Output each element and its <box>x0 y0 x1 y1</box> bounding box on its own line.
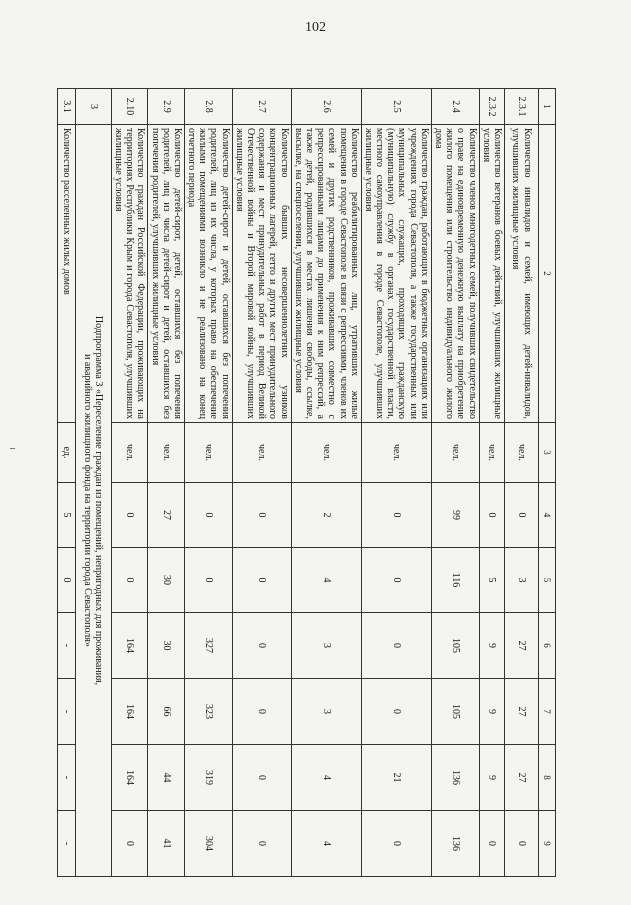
value-cell: 0 <box>111 811 148 877</box>
rotated-table-container <box>60 88 556 876</box>
unit-cell: чел. <box>479 423 504 483</box>
row-number: 2.8 <box>184 89 232 125</box>
indicator-name: Количество реабилитированных лиц, утративших жилые помещения в городе Севастополе в связи с репрессиями, членов их семей и других родственников, проживавших совместно с репрессированными лицами до применения к ним репрессий, а также детей, родившихся в местах лишения свободы, ссылке, высылке, на спецпоселении, улучшивших жилищные условия <box>291 125 361 423</box>
value-cell: 0 <box>361 679 431 745</box>
value-cell: 3 <box>505 548 539 613</box>
row-number: 2.7 <box>232 89 291 125</box>
value-cell: 3 <box>291 613 361 679</box>
value-cell: 304 <box>184 811 232 877</box>
table-body <box>57 89 555 877</box>
unit-cell: чел. <box>361 423 431 483</box>
value-cell: 136 <box>431 745 479 811</box>
value-cell: 4 <box>291 548 361 613</box>
subprogram-title <box>75 125 111 877</box>
value-cell: 0 <box>232 811 291 877</box>
value-cell: 0 <box>111 483 148 548</box>
table-row <box>111 89 148 877</box>
value-cell: - <box>57 679 75 745</box>
value-cell: 327 <box>184 613 232 679</box>
unit-cell: чел. <box>148 423 185 483</box>
table-row <box>148 89 185 877</box>
unit-cell: чел. <box>431 423 479 483</box>
value-cell: 105 <box>431 613 479 679</box>
indicator-name: Количество членов многодетных семей, получивших свидетельство о праве на единовременную денежную выплату на приобретение жилого помещения или строительство индивидуального жилого дома <box>431 125 479 423</box>
unit-cell: чел. <box>505 423 539 483</box>
value-cell: 0 <box>479 811 504 877</box>
header-cell: 4 <box>539 483 556 548</box>
value-cell: 0 <box>232 548 291 613</box>
subprogram-title-line: Подпрограмма 3 «Переселение граждан из помещений, непригодных для проживания, <box>93 315 105 686</box>
value-cell: 0 <box>57 548 75 613</box>
table-row <box>184 89 232 877</box>
value-cell: 0 <box>479 483 504 548</box>
subprogram-row <box>75 89 111 877</box>
value-cell: 2 <box>291 483 361 548</box>
row-number: 2.10 <box>111 89 148 125</box>
value-cell: 9 <box>479 613 504 679</box>
row-number: 2.5 <box>361 89 431 125</box>
value-cell: 41 <box>148 811 185 877</box>
unit-cell: чел. <box>111 423 148 483</box>
value-cell: 0 <box>361 811 431 877</box>
value-cell: 0 <box>361 483 431 548</box>
table-row <box>57 89 75 877</box>
indicator-name: Количество детей-сирот, детей, оставшихся без попечения родителей, лиц из числа детей-сирот и детей, оставшихся без попечения родителей, улучшивших жилищные условия <box>148 125 185 423</box>
indicator-name: Количество бывших несовершеннолетних узников концентрационных лагерей, гетто и других мест принудительного содержания и мест принудительных работ в период Великой Отечественной войны и Второй мировой войны, улучшивших жилищные условия <box>232 125 291 423</box>
value-cell: 0 <box>184 548 232 613</box>
indicator-name: Количество детей-сирот и детей, оставшихся без попечения родителей, лиц из их числа, у которых право на обеспечение жилыми помещениями возникло и не реализовано на конец отчетного периода <box>184 125 232 423</box>
row-number: 2.6 <box>291 89 361 125</box>
value-cell: 319 <box>184 745 232 811</box>
subprogram-number: 3 <box>75 89 111 125</box>
indicator-name: Количество ветеранов боевых действий, улучшивших жилищные условия <box>479 125 504 423</box>
value-cell: 164 <box>111 613 148 679</box>
indicator-name: Количество инвалидов и семей, имеющих детей-инвалидов, улучшивших жилищные условия <box>505 125 539 423</box>
value-cell: 44 <box>148 745 185 811</box>
value-cell: 0 <box>232 483 291 548</box>
table-row <box>232 89 291 877</box>
value-cell: 164 <box>111 745 148 811</box>
row-number: 3.1 <box>57 89 75 125</box>
value-cell: 66 <box>148 679 185 745</box>
header-cell: 3 <box>539 423 556 483</box>
value-cell: 105 <box>431 679 479 745</box>
value-cell: 0 <box>111 548 148 613</box>
header-cell: 6 <box>539 613 556 679</box>
value-cell: 21 <box>361 745 431 811</box>
value-cell: 116 <box>431 548 479 613</box>
row-number: 2.3.2 <box>479 89 504 125</box>
value-cell: 0 <box>232 613 291 679</box>
value-cell: 5 <box>57 483 75 548</box>
header-cell: 1 <box>539 89 556 125</box>
subprogram-title-line: и аварийного жилищного фонда на территории города Севастополя» <box>82 354 94 647</box>
table-row <box>291 89 361 877</box>
value-cell: 0 <box>505 811 539 877</box>
table-row <box>505 89 539 877</box>
table-row <box>479 89 504 877</box>
unit-cell: ед. <box>57 423 75 483</box>
value-cell: - <box>57 811 75 877</box>
header-cell: 2 <box>539 125 556 423</box>
value-cell: - <box>57 613 75 679</box>
header-cell: 9 <box>539 811 556 877</box>
value-cell: 27 <box>505 745 539 811</box>
value-cell: 4 <box>291 811 361 877</box>
value-cell: 0 <box>505 483 539 548</box>
value-cell: 5 <box>479 548 504 613</box>
unit-cell: чел. <box>232 423 291 483</box>
indicator-name: Количество расселенных жилых домов <box>57 125 75 423</box>
table-row <box>361 89 431 877</box>
value-cell: 0 <box>361 548 431 613</box>
value-cell: 9 <box>479 745 504 811</box>
row-number: 2.4 <box>431 89 479 125</box>
unit-cell: чел. <box>291 423 361 483</box>
indicators-table <box>57 88 556 877</box>
indicator-name: Количество граждан Российской Федерации, проживающих на территориях Республики Крым и города Севастополя, улучшивших жилищные условия <box>111 125 148 423</box>
value-cell: 9 <box>479 679 504 745</box>
value-cell: 27 <box>505 613 539 679</box>
value-cell: 4 <box>291 745 361 811</box>
unit-cell: чел. <box>184 423 232 483</box>
value-cell: 27 <box>148 483 185 548</box>
row-number: 2.3.1 <box>505 89 539 125</box>
value-cell: 27 <box>505 679 539 745</box>
value-cell: 136 <box>431 811 479 877</box>
header-cell: 5 <box>539 548 556 613</box>
value-cell: 323 <box>184 679 232 745</box>
table-row <box>431 89 479 877</box>
value-cell: 30 <box>148 548 185 613</box>
value-cell: 0 <box>232 745 291 811</box>
scan-edge-mark <box>10 448 15 449</box>
value-cell: 0 <box>184 483 232 548</box>
value-cell: 164 <box>111 679 148 745</box>
value-cell: 30 <box>148 613 185 679</box>
value-cell: 99 <box>431 483 479 548</box>
value-cell: 3 <box>291 679 361 745</box>
header-cell: 7 <box>539 679 556 745</box>
indicator-name: Количество граждан, работающих в бюджетных организациях или учреждениях города Севастополя, а также государственных или муниципальных служащих, проходящих гражданскую (муниципальную) службу в органах государственной власти, местного самоуправления в городе Севастополе, улучшивших жилищные условия <box>361 125 431 423</box>
value-cell: 0 <box>361 613 431 679</box>
header-row <box>539 89 556 877</box>
header-cell: 8 <box>539 745 556 811</box>
value-cell: - <box>57 745 75 811</box>
row-number: 2.9 <box>148 89 185 125</box>
page-number: 102 <box>305 20 326 35</box>
value-cell: 0 <box>232 679 291 745</box>
